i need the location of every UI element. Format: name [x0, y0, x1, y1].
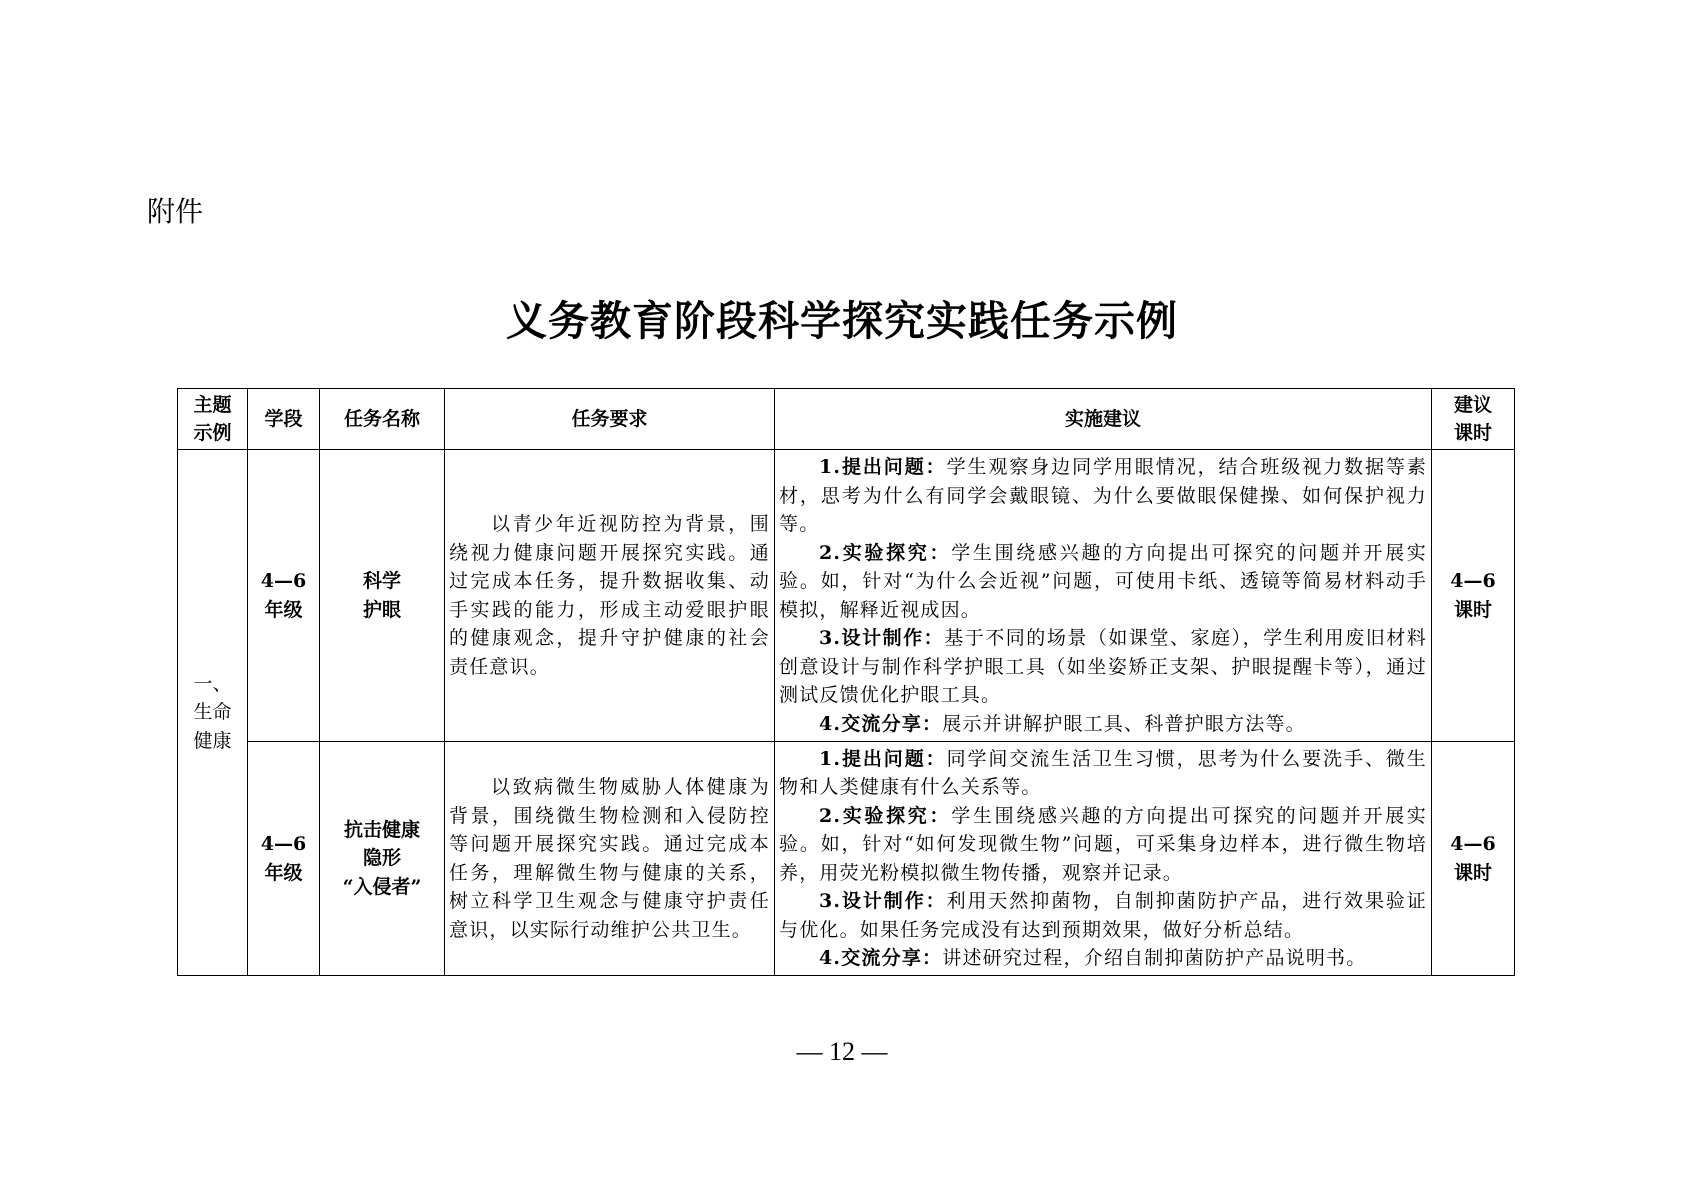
task-name-cell: 抗击健康 隐形 “入侵者”	[320, 742, 445, 976]
suggestion-item: 4.交流分享：展示并讲解护眼工具、科普护眼方法等。	[819, 712, 1306, 735]
requirement-cell: 以致病微生物威胁人体健康为背景，围绕微生物检测和入侵防控等问题开展探究实践。通过完成本任务，理解微生物与健康的关系，树立科学卫生观念与健康守护责任意识，以实际行动维护公共卫生。	[445, 742, 775, 976]
suggestion-item: 3.设计制作：利用天然抑菌物，自制抑菌防护产品，进行效果验证与优化。如果任务完成没有达到预期效果，做好分析总结。	[779, 890, 1427, 941]
document-title: 义务教育阶段科学探究实践任务示例	[506, 297, 1178, 345]
suggestion-item: 4.交流分享：讲述研究过程，介绍自制抑菌防护产品说明书。	[819, 947, 1367, 969]
suggestion-item: 3.设计制作：基于不同的场景（如课堂、家庭），学生利用废旧材料创意设计与制作科学护眼工具（如坐姿矫正支架、护眼提醒卡等），通过测试反馈优化护眼工具。	[779, 627, 1427, 706]
header-hours: 建议 课时	[1432, 389, 1515, 450]
suggestion-item: 1.提出问题：同学间交流生活卫生习惯，思考为什么要洗手、微生物和人类健康有什么关系等。	[779, 747, 1427, 798]
header-requirement: 任务要求	[445, 389, 775, 450]
hours-cell: 4—6 课时	[1432, 450, 1515, 742]
grade-cell: 4—6 年级	[248, 742, 320, 976]
suggestion-item: 2.实验探究：学生围绕感兴趣的方向提出可探究的问题并开展实验。如，针对“为什么会近视”问题，可使用卡纸、透镜等简易材料动手模拟，解释近视成因。	[779, 541, 1427, 621]
header-theme: 主题 示例	[178, 389, 248, 450]
suggestion-cell	[775, 742, 1432, 976]
task-table	[177, 388, 1515, 976]
header-grade: 学段	[248, 389, 320, 450]
page-number: — 12 —	[796, 1037, 888, 1066]
table-row	[178, 450, 1515, 742]
suggestion-item: 1.提出问题：学生观察身边同学用眼情况，结合班级视力数据等素材，思考为什么有同学会戴眼镜、为什么要做眼保健操、如何保护视力等。	[779, 456, 1427, 535]
attachment-label: 附件	[147, 195, 204, 228]
requirement-cell: 以青少年近视防控为背景，围绕视力健康问题开展探究实践。通过完成本任务，提升数据收集、动手实践的能力，形成主动爱眼护眼的健康观念，提升守护健康的社会责任意识。	[445, 450, 775, 742]
theme-cell: 一、 生命 健康	[178, 450, 248, 976]
table-row	[178, 742, 1515, 976]
grade-cell: 4—6 年级	[248, 450, 320, 742]
table-header-row	[178, 389, 1515, 450]
suggestion-cell	[775, 450, 1432, 742]
header-suggestion: 实施建议	[775, 389, 1432, 450]
suggestion-item: 2.实验探究：学生围绕感兴趣的方向提出可探究的问题并开展实验。如，针对“如何发现微生物”问题，可采集身边样本，进行微生物培养，用荧光粉模拟微生物传播，观察并记录。	[779, 804, 1427, 884]
hours-cell: 4—6 课时	[1432, 742, 1515, 976]
task-name-cell: 科学 护眼	[320, 450, 445, 742]
header-task-name: 任务名称	[320, 389, 445, 450]
